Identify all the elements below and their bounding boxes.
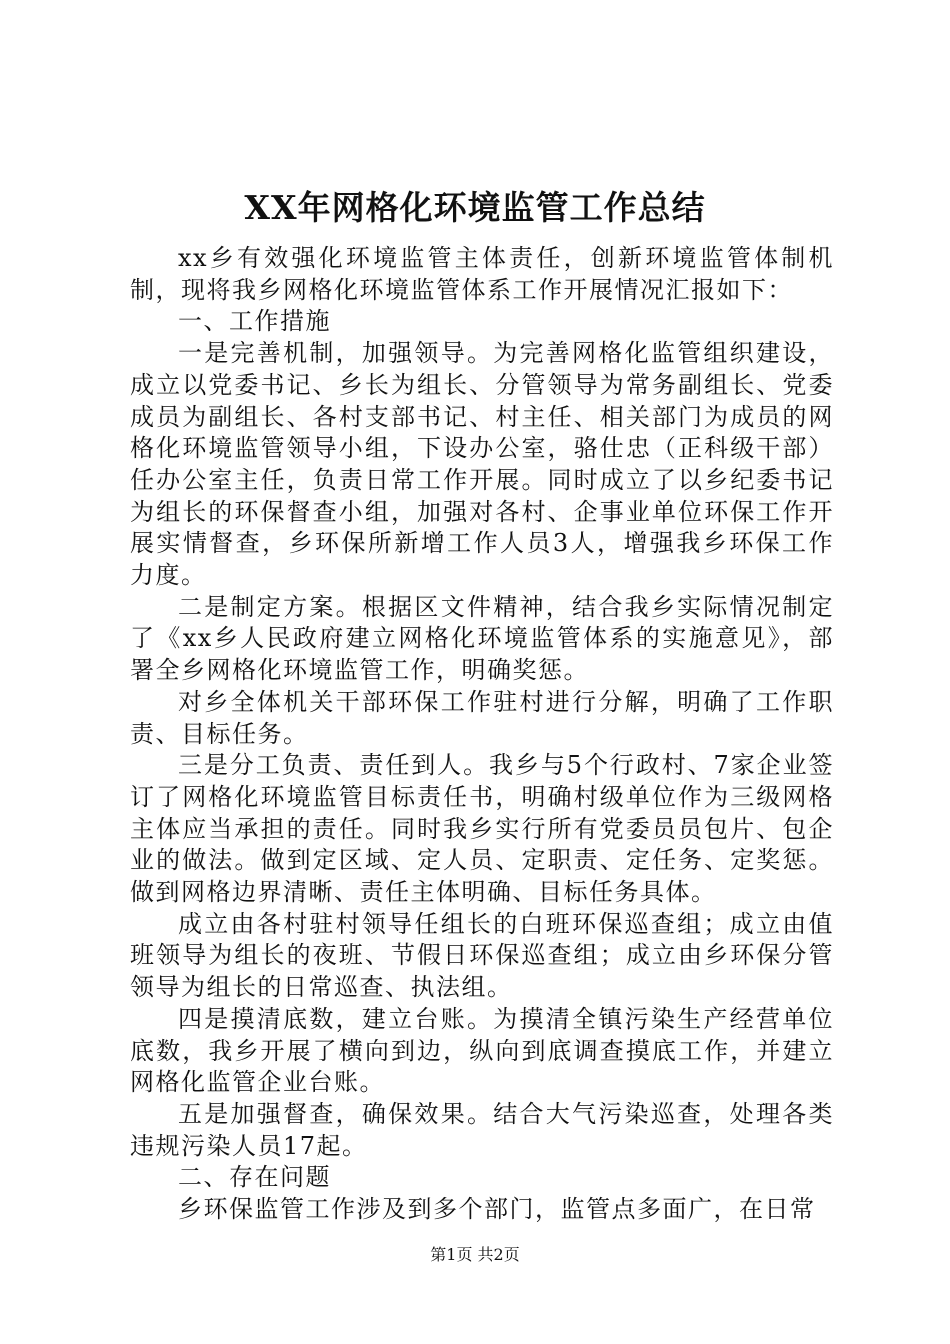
document-title: XX年网格化环境监管工作总结 [244,188,706,227]
paragraph-measure-3-detail: 成立由各村驻村领导任组长的白班环保巡查组；成立由值班领导为组长的夜班、节假日环保巡查组；成立由乡环保分管领导为组长的日常巡查、执法组。 [130,909,834,1002]
paragraph-problems: 乡环保监管工作涉及到多个部门，监管点多面广，在日常 [178,1195,816,1224]
paragraph-measure-1: 一是完善机制，加强领导。为完善网格化监管组织建设，成立以党委书记、乡长为组长、分管领导为常务副组长、党委成员为副组长、各村支部书记、村主任、相关部门为成员的网格化环境监管领导小组，下设办公室，骆仕忠（正科级干部）任办公室主任，负责日常工作开展。同时成立了以乡纪委书记为组长的环保督查小组，加强对各村、企事业单位环保工作开展实情督查，乡环保所新增工作人员3人，增强我乡环保工作力度。 [130,339,834,590]
section-heading-measures: 一、工作措施 [178,307,331,336]
paragraph-measure-3: 三是分工负责、责任到人。我乡与5个行政村、7家企业签订了网格化环境监管目标责任书，明确村级单位作为三级网格主体应当承担的责任。同时我乡实行所有党委员员包片、包企业的做法。做到定区域、定人员、定职责、定任务、定奖惩。做到网格边界清晰、责任主体明确、目标任务具体。 [130,751,834,907]
paragraph-measure-2: 二是制定方案。根据区文件精神，结合我乡实际情况制定了《xx乡人民政府建立网格化环境监管体系的实施意见》，部署全乡网格化环境监管工作，明确奖惩。 [130,592,834,685]
paragraph-intro: xx乡有效强化环境监管主体责任，创新环境监管体制机制，现将我乡网格化环境监管体系工作开展情况汇报如下： [130,244,834,304]
page-footer: 第1页 共2页 [430,1245,520,1264]
paragraph-measure-5: 五是加强督查，确保效果。结合大气污染巡查，处理各类违规污染人员17起。 [130,1099,834,1160]
paragraph-measure-2-detail: 对乡全体机关干部环保工作驻村进行分解，明确了工作职责、目标任务。 [130,687,834,748]
paragraph-measure-4: 四是摸清底数，建立台账。为摸清全镇污染生产经营单位底数，我乡开展了横向到边，纵向到底调查摸底工作，并建立网格化监管企业台账。 [130,1004,834,1097]
document-body [130,243,834,1226]
section-heading-problems: 二、存在问题 [178,1163,331,1192]
